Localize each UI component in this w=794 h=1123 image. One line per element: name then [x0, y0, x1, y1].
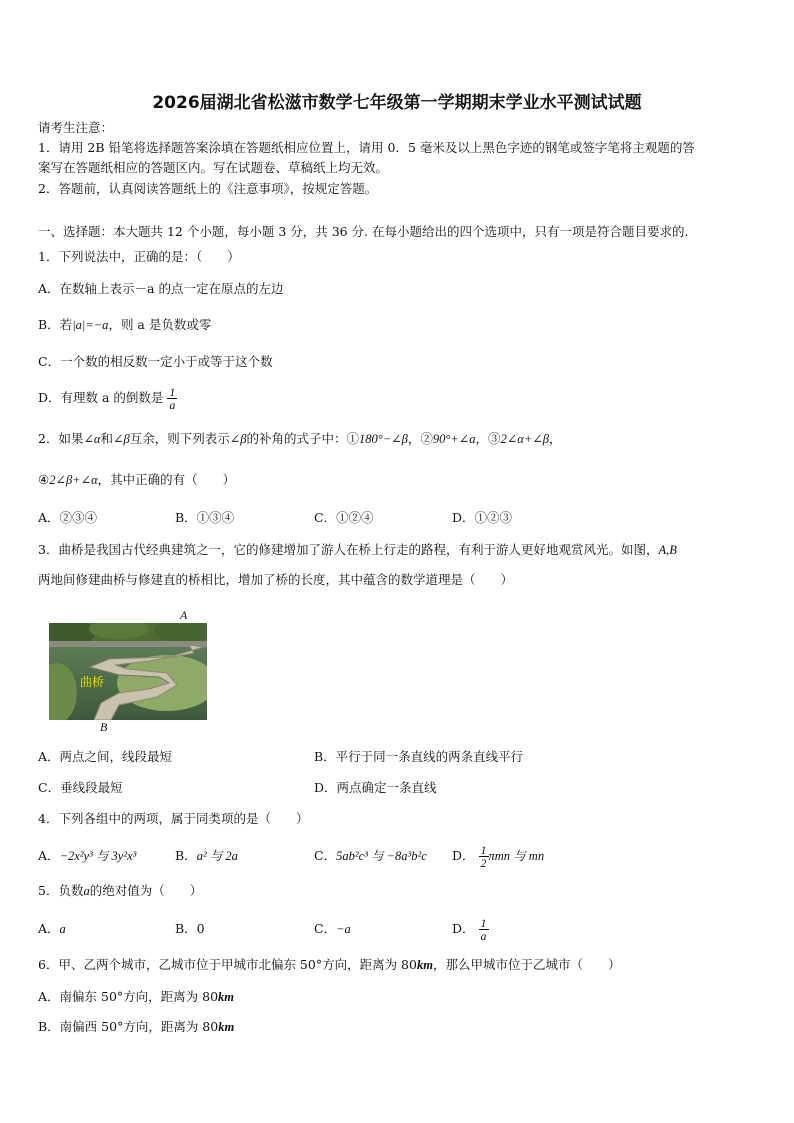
- q3-stem-line-2: 两地间修建曲桥与修建直的桥相比，增加了桥的长度，其中蕴含的数学道理是（ ）: [38, 572, 514, 587]
- q2-expr-3: 2∠α+∠β: [500, 432, 549, 446]
- q1-d-pre: D．有理数 a 的倒数是: [38, 390, 164, 405]
- notice-header: 请考生注意：: [38, 120, 114, 135]
- curved-bridge-illustration: [49, 623, 207, 720]
- q3-option-c: C．垂线段最短: [38, 780, 123, 795]
- q4-option-a: [38, 848, 136, 864]
- q5-d-fraction: [479, 917, 489, 942]
- q3-point-b-label: B: [100, 720, 108, 734]
- q5-option-d: [452, 910, 489, 948]
- q2-and: 和: [100, 431, 114, 446]
- q4-c-math: 5ab²c³ 与 −8a³b²c: [336, 849, 427, 863]
- q1-option-d: [38, 384, 177, 412]
- section-heading: 一、选择题：本大题共 12 个小题，每小题 3 分，共 36 分. 在每小题给出的四个选项中，只有一项是符合题目要求的.: [38, 224, 689, 239]
- q5-c-pre: C．: [314, 921, 337, 936]
- q2-option-b: B．①③④: [175, 510, 235, 525]
- q5-stem-pre: 5．负数: [38, 883, 84, 898]
- q5-stem-post: 的绝对值为（ ）: [89, 883, 203, 898]
- q4-d-num: 1: [480, 843, 487, 857]
- q4-a-pre: A．: [38, 848, 60, 863]
- q5-option-b: B．0: [175, 921, 205, 936]
- q6-stem: [38, 957, 620, 973]
- q5-d-num: 1: [480, 916, 487, 930]
- q2-option-d: D．①②③: [452, 510, 513, 525]
- q4-a-math: −2x²y³ 与 3y²x³: [59, 849, 137, 863]
- q6-b-pre: B．南偏西 50°方向，距离为 80: [38, 1019, 219, 1034]
- q1-b-post: ，则 a 是负数或零: [108, 317, 212, 332]
- q5-a-math: a: [59, 922, 66, 936]
- q5-d-pre: D．: [452, 921, 475, 936]
- q6-stem-pre: 6．甲、乙两个城市，乙城市位于甲城市北偏东 50°方向，距离为 80: [38, 957, 417, 972]
- curved-bridge-photo: [49, 623, 207, 720]
- q6-km: km: [416, 958, 433, 972]
- q1-option-a: A．在数轴上表示－a 的点一定在原点的左边: [38, 281, 284, 296]
- q2-line-2: [38, 472, 235, 488]
- q3-option-a: A．两点之间，线段最短: [38, 749, 173, 764]
- q1-d-fraction: [167, 386, 177, 411]
- q2-expr-1: 180°−∠β: [358, 432, 408, 446]
- q3-points-ab: A,B: [658, 543, 677, 557]
- q1-b-pre: B．若: [38, 317, 73, 332]
- q6-a-km: km: [218, 990, 235, 1004]
- q2-line2-pre: ④: [38, 472, 50, 487]
- notice-line-1: 1．请用 2B 铅笔将选择题答案涂填在答题纸相应位置上，请用 0．5 毫米及以上黑色字迹的钢笔或签字笔将主观题的答: [38, 140, 695, 155]
- q2-angle-beta: ∠β: [113, 432, 130, 446]
- q2-angle-beta-2: ∠β: [229, 432, 247, 446]
- q1-b-math: |a|=−a: [72, 318, 109, 332]
- q2-sep-1: ，②: [407, 431, 433, 446]
- q3-line1-pre: 3．曲桥是我国古代经典建筑之一，它的修建增加了游人在桥上行走的路程，有利于游人更好地观赏风光。如图，: [38, 542, 659, 557]
- notice-line-3: 2．答题前，认真阅读答题纸上的《注意事项》，按规定答题。: [38, 181, 378, 196]
- q5-a-pre: A．: [38, 921, 60, 936]
- q4-option-c: [314, 848, 427, 864]
- q5-d-den: a: [480, 929, 487, 943]
- q6-option-b: [38, 1019, 234, 1035]
- q3-option-d: D．两点确定一条直线: [314, 780, 437, 795]
- q2-sep-3: ，: [548, 431, 562, 446]
- q2-expr-4: 2∠β+∠α: [49, 473, 98, 487]
- q4-option-b: [175, 848, 238, 864]
- q2-expr-2: 90°+∠a: [432, 432, 476, 446]
- q6-option-a: [38, 989, 234, 1005]
- q3-option-b: B．平行于同一条直线的两条直线平行: [314, 749, 524, 764]
- q2-stem-mid: 互余，则下列表示: [129, 431, 230, 446]
- q3-bridge-label: 曲桥: [80, 675, 105, 689]
- q1-stem: 1．下列说法中，正确的是：（ ）: [38, 249, 240, 264]
- q2-option-a: A．②③④: [38, 510, 98, 525]
- q2-option-c: C．①②④: [314, 510, 374, 525]
- q1-option-b: [38, 317, 211, 333]
- q6-stem-post: ，那么甲城市位于乙城市（ ）: [432, 957, 621, 972]
- q1-option-c: C．一个数的相反数一定小于或等于这个数: [38, 354, 273, 369]
- q2-line2-post: ，其中正确的有（ ）: [97, 472, 236, 487]
- q2-stem-mid-2: 的补角的式子中：①: [246, 431, 359, 446]
- q1-d-num: 1: [169, 385, 176, 399]
- q3-point-a-label: A: [180, 608, 188, 622]
- q4-stem: 4．下列各组中的两项，属于同类项的是（ ）: [38, 811, 309, 826]
- q6-a-pre: A．南偏东 50°方向，距离为 80: [38, 989, 219, 1004]
- q4-c-pre: C．: [314, 848, 337, 863]
- q5-option-a: [38, 921, 66, 937]
- q6-b-km: km: [218, 1020, 235, 1034]
- q4-d-post: πmn 与 mn: [488, 849, 545, 863]
- q2-stem: [38, 431, 561, 447]
- q2-stem-pre: 2．如果: [38, 431, 84, 446]
- page-title: 2026届湖北省松滋市数学七年级第一学期期末学业水平测试试题: [152, 93, 642, 113]
- q3-stem-line-1: [38, 542, 677, 558]
- notice-line-2: 案写在答题纸相应的答题区内。写在试题卷、草稿纸上均无效。: [38, 160, 389, 175]
- q2-angle-alpha: ∠α: [83, 432, 101, 446]
- q5-stem: [38, 883, 202, 899]
- q4-d-pre: D．: [452, 848, 475, 863]
- q4-d-den: 2: [480, 856, 487, 870]
- q2-sep-2: ，③: [475, 431, 501, 446]
- q4-d-fraction: [479, 844, 489, 869]
- q4-b-math: a² 与 2a: [196, 849, 238, 863]
- q5-option-c: [314, 921, 351, 937]
- q5-c-math: −a: [336, 922, 351, 936]
- q4-b-pre: B．: [175, 848, 197, 863]
- q5-var-a: a: [83, 884, 90, 898]
- q1-d-den: a: [169, 398, 176, 412]
- q4-option-d: [452, 836, 544, 876]
